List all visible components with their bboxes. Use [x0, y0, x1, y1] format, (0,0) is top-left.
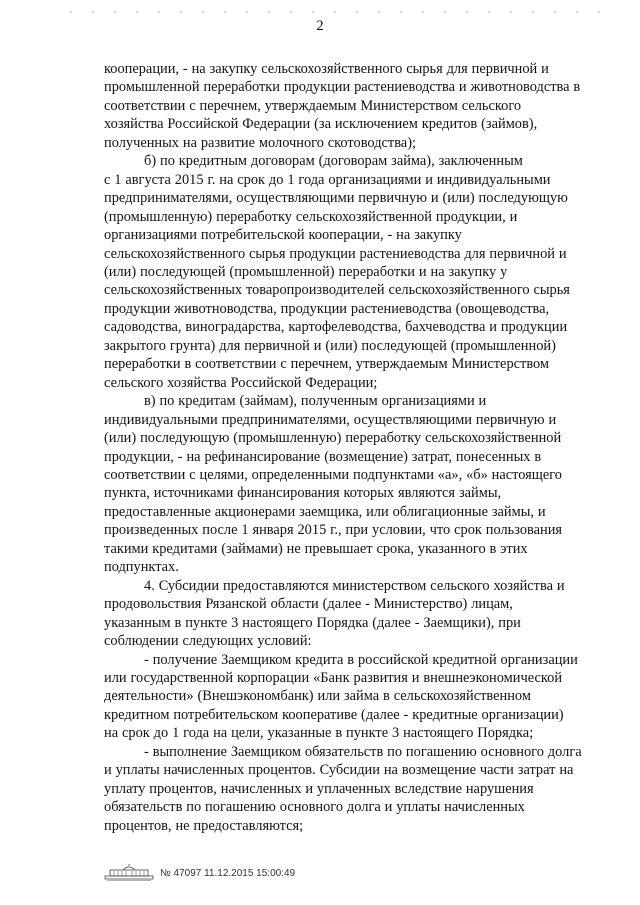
- page-number: 2: [316, 18, 324, 34]
- paragraph-subclause-b: б) по кредитным договорам (договорам займа), заключенным с 1 августа 2015 г. на срок до 1 года организациями и индивидуальными предпринимателями, осуществляющими первичную и (или) последующую (промышленную) переработку сельскохозяйственной продукции, и организациями потребительской кооперации, - на закупку сельскохозяйственного сырья продукции растениеводства для первичной и (или) последующей (промышленной) переработки и на закупку у сельскохозяйственных товаропроизводителей сельскохозяйственного сырья продукции животноводства, продукции растениеводства (овощеводства, садоводства, виноградарства, картофелеводства, бахчеводства и продукции закрытого грунта) для первичной и (или) последующей (промышленной) переработки в соответствии с перечнем, утверждаемым Министерством сельского хозяйства Российской Федерации;: [104, 153, 570, 391]
- paragraph-clause-4: 4. Субсидии предоставляются министерством сельского хозяйства и продовольствия Рязанской области (далее - Министерство) лицам, указанным в пункте 3 настоящего Порядка (далее - Заемщики), при соблюдении следующих условий:: [104, 577, 565, 650]
- document-registration-id: № 47097 11.12.2015 15:00:49: [160, 868, 296, 879]
- document-body: [104, 60, 616, 835]
- document-footer: [104, 861, 295, 881]
- paragraph-condition-obligations: - выполнение Заемщиком обязательств по погашению основного долга и уплаты начисленных процентов. Субсидии на возмещение части затрат на уплату процентов, начисленных и уплаченных вследствие нарушения обязательств по погашению основного долга и уплаты начисленных процентов, не предоставляются;: [104, 743, 582, 834]
- paragraph-continuation: кооперации, - на закупку сельскохозяйственного сырья для первичной и промышленной переработки продукции растениеводства и животноводства в соответствии с перечнем, утверждаемым Министерством сельского хозяйства Российской Федерации (за исключением кредитов (займов), полученных на развитие молочного скотоводства);: [104, 61, 581, 151]
- building-seal-icon: [104, 863, 154, 881]
- paragraph-subclause-v: в) по кредитам (займам), полученным организациями и индивидуальными предпринимателями, осуществляющими первичную и (или) последующую (промышленную) переработку сельскохозяйственной продукции, - на рефинансирование (возмещение) затрат, понесенных в соответствии с целями, определенными подпунктами «а», «б» настоящего пункта, источниками финансирования которых являются займы, предоставленные акционерами заемщика, или облигационные займы, и произведенных после 1 января 2015 г., при условии, что срок пользования такими кредитами (займами) не превышает срока, указанного в этих подпунктах.: [104, 393, 563, 576]
- paragraph-condition-loan: - получение Заемщиком кредита в российской кредитной организации или государственной корпорации «Банк развития и внешнеэкономической деятельности» (Внешэкономбанк) или займа в сельскохозяйственном кредитном потребительском кооперативе (далее - кредитные организации) на срок до 1 года на цели, указанные в пункте 3 настоящего Порядка;: [104, 651, 578, 742]
- scan-artifact-dots: [60, 11, 600, 13]
